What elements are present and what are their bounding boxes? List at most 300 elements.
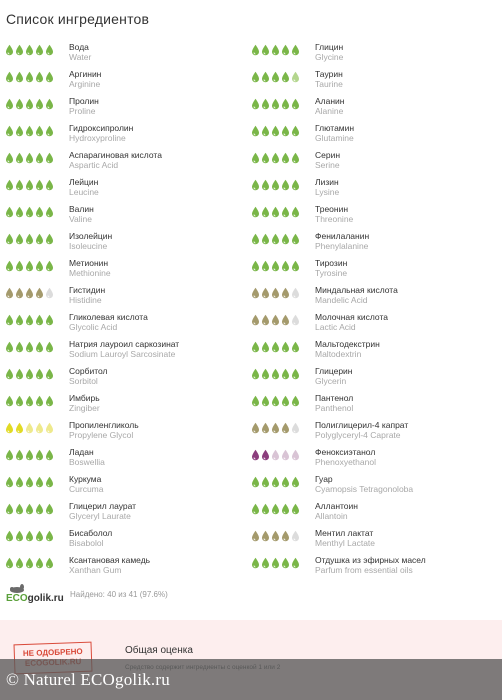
drop-icon-filled <box>5 124 14 142</box>
drop-icon-filled <box>291 394 300 412</box>
ingredient-name-ru: Метионин <box>69 258 109 268</box>
drop-icon-filled <box>281 502 290 520</box>
ingredient-names <box>315 123 354 143</box>
ingredient-name-en: Maltodextrin <box>315 349 362 359</box>
drop-icon-filled <box>261 124 270 142</box>
ingredient-names <box>315 474 413 494</box>
drop-icon-filled <box>15 178 24 196</box>
ingredient-row[interactable] <box>5 67 251 94</box>
drop-icon-filled <box>45 205 54 223</box>
drop-icon-filled <box>261 97 270 115</box>
drop-icon-filled <box>25 151 34 169</box>
drop-icon-filled <box>35 502 44 520</box>
ingredient-names <box>315 339 380 359</box>
drop-icon-filled <box>5 286 14 304</box>
drop-icon-filled <box>5 421 14 439</box>
ingredient-names <box>69 204 94 224</box>
drop-icon-filled <box>5 97 14 115</box>
ingredient-name-en: Glycolic Acid <box>69 322 118 332</box>
drop-icon-filled <box>251 394 260 412</box>
logo-eco: ECO <box>6 593 28 604</box>
ingredient-name-ru: Гистидин <box>69 285 106 295</box>
drop-icon-filled <box>25 529 34 547</box>
drop-icon-empty <box>291 421 300 439</box>
rating-drops <box>251 448 300 466</box>
drop-icon-filled <box>5 502 14 520</box>
ingredient-name-en: Methionine <box>69 268 111 278</box>
ingredient-row[interactable] <box>5 283 251 310</box>
drop-icon-filled <box>15 259 24 277</box>
drop-icon-filled <box>45 556 54 574</box>
rating-drops <box>251 367 300 385</box>
ingredient-name-en: Xanthan Gum <box>69 565 122 575</box>
drop-icon-filled <box>271 286 280 304</box>
ingredient-row[interactable] <box>5 202 251 229</box>
ingredient-name-ru: Отдушка из эфирных масел <box>315 555 426 565</box>
drop-icon-empty <box>281 448 290 466</box>
ingredient-names <box>315 555 426 575</box>
drop-icon-filled <box>271 151 280 169</box>
ingredient-row[interactable] <box>251 472 497 499</box>
drop-icon-filled <box>261 421 270 439</box>
ingredient-name-ru: Валин <box>69 204 94 214</box>
drop-icon-filled <box>271 124 280 142</box>
ingredient-row[interactable] <box>5 310 251 337</box>
rating-drops <box>251 556 300 574</box>
ingredient-name-en: Alanine <box>315 106 344 116</box>
drop-icon-filled <box>5 43 14 61</box>
drop-icon-empty <box>291 70 300 88</box>
drop-icon-filled <box>5 70 14 88</box>
drop-icon-filled <box>291 340 300 358</box>
ingredient-name-ru: Глицерил лаурат <box>69 501 137 511</box>
ingredient-names <box>69 123 133 143</box>
ingredient-name-ru: Лейцин <box>69 177 99 187</box>
ingredient-name-ru: Натрия лауроил саркозинат <box>69 339 180 349</box>
ecogolik-logo[interactable] <box>6 584 62 604</box>
ingredient-row[interactable] <box>251 40 497 67</box>
drop-icon-filled <box>281 97 290 115</box>
ingredient-row[interactable] <box>5 472 251 499</box>
drop-icon-filled <box>291 43 300 61</box>
drop-icon-filled <box>45 151 54 169</box>
ingredient-row[interactable] <box>251 229 497 256</box>
ingredient-row[interactable] <box>251 148 497 175</box>
drop-icon-filled <box>271 394 280 412</box>
drop-icon-filled <box>271 232 280 250</box>
drop-icon-filled <box>5 313 14 331</box>
ingredient-name-ru: Глицерин <box>315 366 353 376</box>
ingredient-names <box>69 285 105 305</box>
ingredient-row[interactable] <box>251 391 497 418</box>
rating-drops <box>251 43 300 61</box>
drop-icon-filled <box>271 421 280 439</box>
drop-icon-filled <box>5 232 14 250</box>
ingredient-name-en: Cyamopsis Tetragonoloba <box>315 484 414 494</box>
rating-drops <box>5 151 54 169</box>
rating-drops <box>5 340 54 358</box>
ingredient-row[interactable] <box>5 121 251 148</box>
ingredient-name-ru: Тирозин <box>315 258 348 268</box>
score-title: Общая оценка <box>125 645 193 656</box>
ingredient-row[interactable] <box>251 310 497 337</box>
ingredient-names <box>315 447 376 467</box>
ingredient-name-ru: Полиглицерил-4 капрат <box>315 420 409 430</box>
drop-icon-filled <box>271 367 280 385</box>
ingredient-name-ru: Гликолевая кислота <box>69 312 148 322</box>
drop-icon-filled <box>271 43 280 61</box>
ingredient-row[interactable] <box>251 364 497 391</box>
drop-icon-filled <box>271 259 280 277</box>
rating-drops <box>251 475 300 493</box>
rating-drops <box>5 421 54 439</box>
drop-icon-filled <box>35 394 44 412</box>
rating-drops <box>5 232 54 250</box>
ingredient-name-ru: Глютамин <box>315 123 355 133</box>
drop-icon-filled <box>35 205 44 223</box>
drop-icon-filled <box>15 232 24 250</box>
drop-icon-filled <box>271 529 280 547</box>
ingredient-name-en: Menthyl Lactate <box>315 538 376 548</box>
ingredient-names <box>315 150 340 170</box>
drop-icon-filled <box>35 448 44 466</box>
rating-drops <box>251 232 300 250</box>
ingredient-row[interactable] <box>5 175 251 202</box>
rating-drops <box>251 259 300 277</box>
ingredient-row[interactable] <box>5 337 251 364</box>
drop-icon-filled <box>261 556 270 574</box>
ingredient-name-en: Aspartic Acid <box>69 160 119 170</box>
drop-icon-filled <box>251 502 260 520</box>
drop-icon-filled <box>261 340 270 358</box>
drop-icon-filled <box>261 43 270 61</box>
ingredient-row[interactable] <box>5 553 251 580</box>
ingredient-name-en: Mandelic Acid <box>315 295 368 305</box>
ingredient-name-ru: Бисаболол <box>69 528 113 538</box>
rating-drops <box>5 394 54 412</box>
ingredient-row[interactable] <box>5 391 251 418</box>
drop-icon-empty <box>45 286 54 304</box>
ingredient-names <box>315 258 347 278</box>
drop-icon-filled <box>5 367 14 385</box>
drop-icon-filled <box>271 502 280 520</box>
ingredient-name-ru: Изолейцин <box>69 231 113 241</box>
rating-drops <box>5 43 54 61</box>
ingredient-name-ru: Миндальная кислота <box>315 285 398 295</box>
drop-icon-filled <box>281 556 290 574</box>
ingredient-row[interactable] <box>251 94 497 121</box>
rating-drops <box>251 529 300 547</box>
ingredient-name-en: Parfum from essential oils <box>315 565 413 575</box>
drop-icon-filled <box>15 556 24 574</box>
ingredient-names <box>315 366 353 386</box>
drop-icon-filled <box>291 97 300 115</box>
drop-icon-filled <box>15 124 24 142</box>
ingredient-names <box>315 204 353 224</box>
ingredient-row[interactable] <box>251 553 497 580</box>
rating-drops <box>251 313 300 331</box>
drop-icon-empty <box>291 448 300 466</box>
drop-icon-filled <box>25 232 34 250</box>
drop-icon-filled <box>5 178 14 196</box>
drop-icon-filled <box>271 205 280 223</box>
drop-icon-filled <box>5 556 14 574</box>
drop-icon-filled <box>261 448 270 466</box>
ingredient-names <box>69 42 91 62</box>
ingredient-names <box>315 528 375 548</box>
drop-icon-empty <box>25 421 34 439</box>
ingredient-row[interactable] <box>5 256 251 283</box>
ingredient-name-ru: Аргинин <box>69 69 102 79</box>
drop-icon-filled <box>261 178 270 196</box>
drop-icon-filled <box>251 97 260 115</box>
drop-icon-filled <box>15 97 24 115</box>
drop-icon-filled <box>25 205 34 223</box>
ingredient-name-ru: Сорбитол <box>69 366 108 376</box>
rating-drops <box>5 205 54 223</box>
ingredient-name-ru: Серин <box>315 150 341 160</box>
rating-drops <box>251 286 300 304</box>
ingredient-row[interactable] <box>251 256 497 283</box>
ingredient-row[interactable] <box>5 526 251 553</box>
drop-icon-filled <box>25 124 34 142</box>
rating-drops <box>5 97 54 115</box>
ingredient-names <box>69 555 150 575</box>
ingredient-name-ru: Ксантановая камедь <box>69 555 151 565</box>
drop-icon-filled <box>25 97 34 115</box>
ingredient-names <box>69 366 108 386</box>
drop-icon-filled <box>25 502 34 520</box>
drop-icon-filled <box>45 43 54 61</box>
drop-icon-filled <box>15 529 24 547</box>
ingredient-row[interactable] <box>251 526 497 553</box>
ingredient-row[interactable] <box>251 175 497 202</box>
drop-icon-filled <box>291 502 300 520</box>
drop-icon-filled <box>281 313 290 331</box>
drop-icon-filled <box>281 70 290 88</box>
drop-icon-filled <box>281 475 290 493</box>
rating-drops <box>251 205 300 223</box>
ingredient-name-en: Valine <box>69 214 92 224</box>
stamp-line1: НЕ ОДОБРЕНО <box>22 646 83 659</box>
ingredient-names <box>315 42 343 62</box>
ingredient-row[interactable] <box>251 67 497 94</box>
ingredient-row[interactable] <box>251 283 497 310</box>
ingredient-name-en: Glutamine <box>315 133 354 143</box>
ingredient-row[interactable] <box>5 418 251 445</box>
drop-icon-filled <box>45 448 54 466</box>
ingredient-name-ru: Ладан <box>69 447 94 457</box>
ingredient-row[interactable] <box>251 202 497 229</box>
drop-icon-filled <box>251 286 260 304</box>
rating-drops <box>5 286 54 304</box>
drop-icon-filled <box>35 70 44 88</box>
drop-icon-filled <box>5 529 14 547</box>
ingredient-row[interactable] <box>5 364 251 391</box>
ingredient-name-ru: Глицин <box>315 42 344 52</box>
ingredient-name-ru: Аллантоин <box>315 501 358 511</box>
ingredient-names <box>69 501 136 521</box>
drop-icon-filled <box>45 502 54 520</box>
ingredient-name-en: Phenylalanine <box>315 241 369 251</box>
drop-icon-filled <box>281 529 290 547</box>
ingredient-names <box>69 312 148 332</box>
drop-icon-filled <box>251 448 260 466</box>
ingredient-name-en: Isoleucine <box>69 241 108 251</box>
drop-icon-filled <box>35 529 44 547</box>
drop-icon-filled <box>281 43 290 61</box>
drop-icon-empty <box>291 313 300 331</box>
ingredient-name-en: Glycine <box>315 52 344 62</box>
drop-icon-empty <box>291 286 300 304</box>
ingredient-name-ru: Куркума <box>69 474 102 484</box>
ingredient-name-en: Panthenol <box>315 403 354 413</box>
drop-icon-filled <box>281 394 290 412</box>
drop-icon-filled <box>281 259 290 277</box>
drop-icon-filled <box>15 394 24 412</box>
drop-icon-filled <box>261 286 270 304</box>
drop-icon-filled <box>15 286 24 304</box>
ingredient-name-en: Arginine <box>69 79 101 89</box>
ingredient-name-ru: Треонин <box>315 204 349 214</box>
drop-icon-filled <box>261 70 270 88</box>
drop-icon-empty <box>35 421 44 439</box>
ingredient-name-ru: Мальтодекстрин <box>315 339 380 349</box>
drop-icon-filled <box>251 421 260 439</box>
ingredient-name-en: Lysine <box>315 187 340 197</box>
rating-drops <box>5 313 54 331</box>
rating-drops <box>5 70 54 88</box>
drop-icon-filled <box>251 205 260 223</box>
ingredient-names <box>69 177 99 197</box>
drop-icon-filled <box>45 340 54 358</box>
drop-icon-filled <box>261 313 270 331</box>
drop-icon-filled <box>261 367 270 385</box>
drop-icon-filled <box>291 259 300 277</box>
drop-icon-filled <box>251 556 260 574</box>
drop-icon-filled <box>35 124 44 142</box>
drop-icon-filled <box>271 97 280 115</box>
drop-icon-filled <box>251 340 260 358</box>
drop-icon-filled <box>5 205 14 223</box>
drop-icon-filled <box>15 151 24 169</box>
drop-icon-filled <box>251 124 260 142</box>
rating-drops <box>251 178 300 196</box>
ingredient-names <box>315 96 345 116</box>
watermark-text: © Naturel ECOgolik.ru <box>6 669 170 689</box>
drop-icon-filled <box>271 178 280 196</box>
drop-icon-filled <box>261 259 270 277</box>
ingredient-names <box>69 528 112 548</box>
ingredient-row[interactable] <box>251 337 497 364</box>
drop-icon-filled <box>261 151 270 169</box>
drop-icon-filled <box>281 205 290 223</box>
ingredient-row[interactable] <box>251 418 497 445</box>
ingredient-names <box>315 393 353 413</box>
drop-icon-filled <box>25 178 34 196</box>
drop-icon-filled <box>35 367 44 385</box>
ingredient-name-en: Boswellia <box>69 457 105 467</box>
ingredient-name-en: Phenoxyethanol <box>315 457 376 467</box>
drop-icon-filled <box>251 475 260 493</box>
ingredient-name-en: Histidine <box>69 295 102 305</box>
drop-icon-filled <box>25 556 34 574</box>
drop-icon-filled <box>35 178 44 196</box>
ingredient-row[interactable] <box>5 229 251 256</box>
rating-drops <box>251 70 300 88</box>
drop-icon-filled <box>25 70 34 88</box>
drop-icon-filled <box>271 340 280 358</box>
drop-icon-empty <box>45 421 54 439</box>
ingredient-names <box>315 69 343 89</box>
drop-icon-filled <box>251 70 260 88</box>
ingredient-row[interactable] <box>251 121 497 148</box>
ingredient-name-ru: Молочная кислота <box>315 312 388 322</box>
drop-icon-filled <box>291 205 300 223</box>
ingredient-row[interactable] <box>5 94 251 121</box>
ingredient-row[interactable] <box>5 445 251 472</box>
ingredient-row[interactable] <box>251 445 497 472</box>
drop-icon-filled <box>251 178 260 196</box>
ingredient-name-en: Glyceryl Laurate <box>69 511 131 521</box>
drop-icon-filled <box>45 259 54 277</box>
drop-icon-filled <box>5 259 14 277</box>
drop-icon-filled <box>35 313 44 331</box>
drop-icon-filled <box>15 421 24 439</box>
ingredient-names <box>315 231 369 251</box>
ingredient-names <box>69 150 162 170</box>
drop-icon-filled <box>261 205 270 223</box>
ingredient-row[interactable] <box>251 499 497 526</box>
ingredient-names <box>69 420 139 440</box>
drop-icon-filled <box>45 313 54 331</box>
ingredient-name-ru: Вода <box>69 42 89 52</box>
rating-drops <box>251 394 300 412</box>
drop-icon-filled <box>25 43 34 61</box>
drop-icon-filled <box>261 394 270 412</box>
rating-drops <box>5 475 54 493</box>
rating-drops <box>251 97 300 115</box>
ingredient-name-en: Allantoin <box>315 511 348 521</box>
ingredient-name-ru: Аспарагиновая кислота <box>69 150 162 160</box>
ingredient-name-en: Serine <box>315 160 340 170</box>
drop-icon-filled <box>291 178 300 196</box>
drop-icon-filled <box>25 475 34 493</box>
drop-icon-filled <box>5 475 14 493</box>
ingredient-names <box>315 285 398 305</box>
drop-icon-filled <box>35 43 44 61</box>
ingredient-name-ru: Пантенол <box>315 393 354 403</box>
drop-icon-filled <box>251 151 260 169</box>
ingredient-name-en: Lactic Acid <box>315 322 356 332</box>
found-count: Найдено: 40 из 41 (97.6%) <box>70 589 168 599</box>
drop-icon-filled <box>15 448 24 466</box>
ingredient-row[interactable] <box>5 148 251 175</box>
drop-icon-filled <box>35 259 44 277</box>
rating-drops <box>5 178 54 196</box>
ingredient-name-en: Taurine <box>315 79 343 89</box>
ingredient-name-ru: Гуар <box>315 474 333 484</box>
drop-icon-filled <box>251 259 260 277</box>
drop-icon-filled <box>291 124 300 142</box>
drop-icon-filled <box>25 340 34 358</box>
ingredient-names <box>69 96 99 116</box>
drop-icon-filled <box>291 367 300 385</box>
rating-drops <box>251 340 300 358</box>
drop-icon-filled <box>251 367 260 385</box>
ingredient-row[interactable] <box>5 499 251 526</box>
ingredient-row[interactable] <box>5 40 251 67</box>
